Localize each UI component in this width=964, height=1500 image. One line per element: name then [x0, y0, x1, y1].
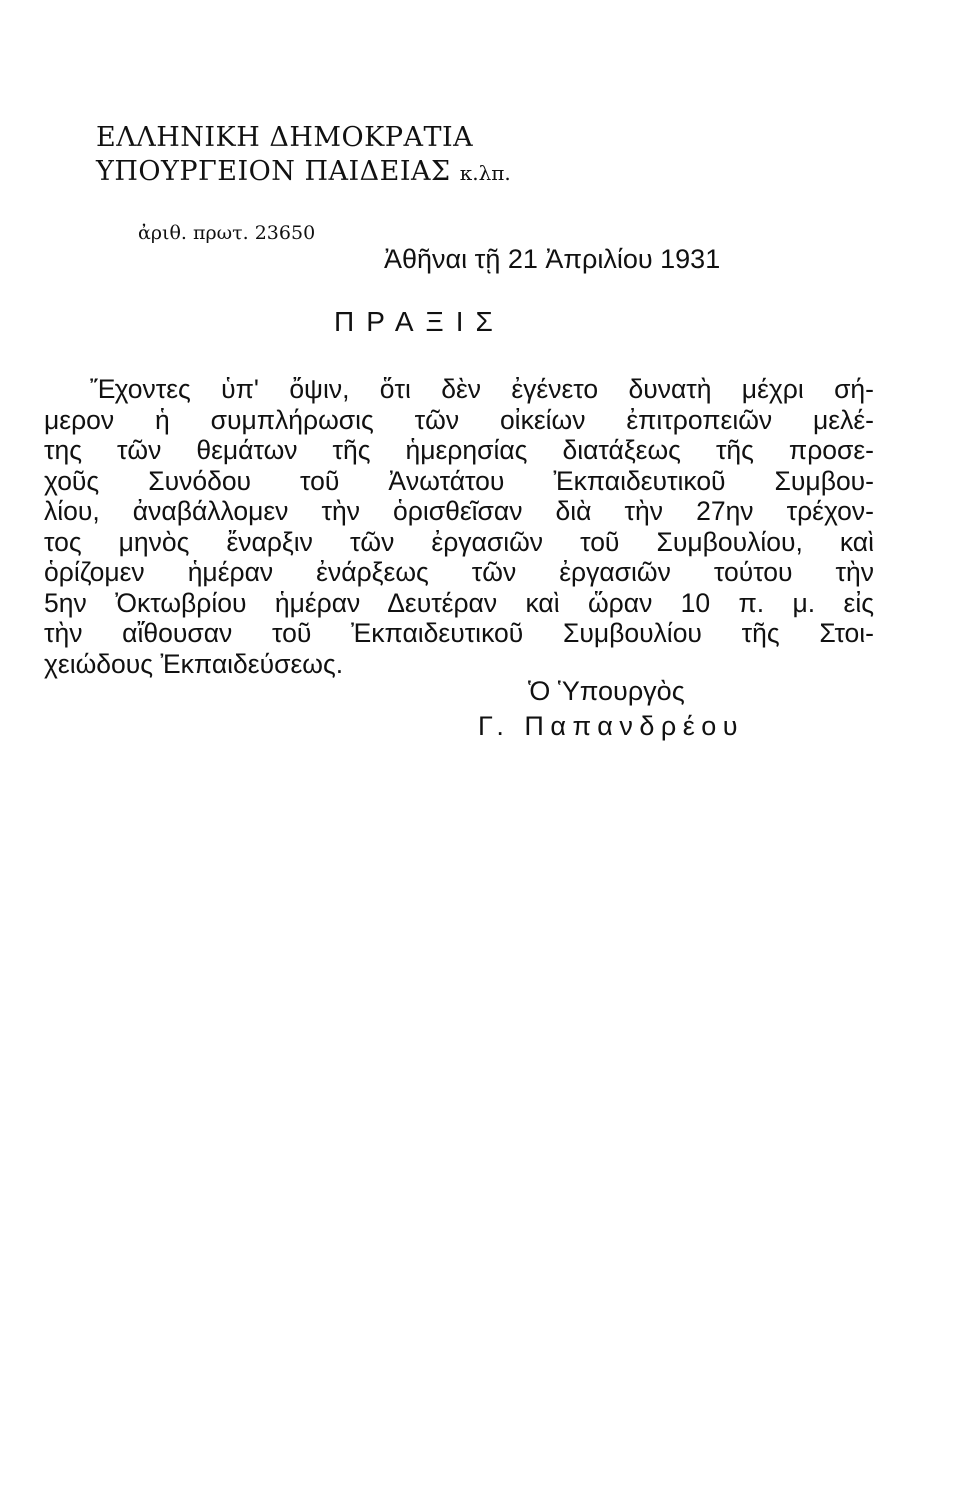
body-line: χειώδους Ἐκπαιδεύσεως. — [44, 648, 344, 679]
body-line: Ἔχοντες ὑπ' ὄψιν, ὅτι δὲν ἐγένετο δυνατὴ μέχρι σή- — [90, 374, 874, 404]
body-line: μερον ἡ συμπλήρωσις τῶν οἰκείων ἐπιτροπειῶν μελέ- — [44, 404, 874, 435]
body-line: λίου, ἀναβάλλομεν τὴν ὁρισθεῖσαν διὰ τὴν 27ην τρέχον- — [44, 496, 874, 526]
body-line: τος μηνὸς ἔναρξιν τῶν ἐργασιῶν τοῦ Συμβουλίου, καὶ — [44, 526, 874, 557]
body-text — [44, 374, 874, 679]
document-title: ΠΡΑΞΙΣ — [334, 306, 505, 337]
body-line: ὁρίζομεν ἡμέραν ἐνάρξεως τῶν ἐργασιῶν τούτου τὴν — [44, 557, 874, 587]
header-country: ΕΛΛΗΝΙΚΗ ΔΗΜΟΚΡΑΤΙΑ — [96, 122, 474, 153]
date-line: Ἀθῆναι τῇ 21 Ἀπριλίου 1931 — [384, 244, 721, 274]
header-ministry-name: ΥΠΟΥΡΓΕΙΟΝ ΠΑΙΔΕΙΑΣ — [96, 156, 451, 187]
body-line: τὴν αἴθουσαν τοῦ Ἐκπαιδευτικοῦ Συμβουλίου τῆς Στοι- — [44, 618, 874, 648]
body-line: της τῶν θεμάτων τῆς ἡμερησίας διατάξεως τῆς προσε- — [44, 435, 874, 465]
signer-title: Ὁ Ὑπουργὸς — [528, 676, 685, 706]
protocol-number: ἀριθ. πρωτ. 23650 — [138, 222, 316, 244]
header-ministry — [96, 156, 511, 187]
body-line: χοῦς Συνόδου τοῦ Ἀνωτάτου Ἐκπαιδευτικοῦ Συμβου- — [44, 465, 874, 496]
body-line: 5ην Ὀκτωβρίου ἡμέραν Δευτέραν καὶ ὥραν 10 π. μ. εἰς — [44, 587, 874, 618]
header-ministry-suffix: κ.λπ. — [459, 161, 511, 185]
signer-name: Γ. Παπανδρέου — [478, 711, 745, 741]
